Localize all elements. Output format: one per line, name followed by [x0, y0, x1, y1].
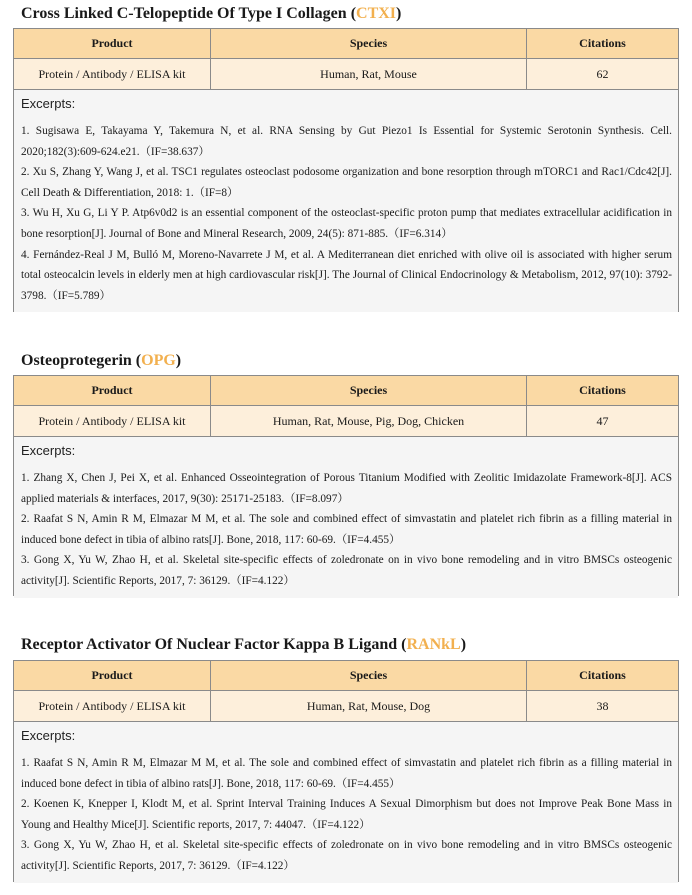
excerpts-label: Excerpts:: [21, 728, 76, 743]
excerpts-label: Excerpts:: [21, 443, 76, 458]
header-species: Species: [211, 29, 527, 58]
header-product: Product: [14, 661, 211, 690]
reference-item: 1. Zhang X, Chen J, Pei X, et al. Enhanced Osseointegration of Porous Titanium Modified with Zeolitic Imidazolate Framework-8[J]. ACS applied materials & interfaces, 2017, 9(30): 25171-25183.（IF=8.097）: [21, 472, 672, 505]
excerpts-panel: [14, 722, 678, 883]
excerpts-panel: [14, 437, 678, 598]
species-value: Human, Rat, Mouse, Pig, Dog, Chicken: [211, 406, 527, 436]
excerpts-panel: [14, 90, 678, 312]
table-header-row: [14, 661, 678, 691]
section-title-text: Osteoprotegerin: [21, 352, 132, 369]
header-species: Species: [211, 376, 527, 405]
section-abbr: CTXI: [356, 5, 397, 22]
reference-item: 2. Raafat S N, Amin R M, Elmazar M M, et al. The sole and combined effect of simvastatin and platelet rich fibrin as a filling material in induced bone defect in tibia of albino rats[J]. Bone, 2018, 117: 60-69.（IF=4.455）: [21, 513, 672, 546]
reference-item: 3. Wu H, Xu G, Li Y P. Atp6v0d2 is an essential component of the osteoclast‐specific proton pump that mediates extracellular acidification in bone resorption[J]. Journal of Bone and Mineral Research, 2009, 24(5): 871-885.（IF=6.314）: [21, 207, 672, 240]
section-title-text: Cross Linked C-Telopeptide Of Type I Collagen: [21, 5, 347, 22]
section-title: Receptor Activator Of Nuclear Factor Kappa B Ligand (RANkL): [21, 636, 467, 653]
section-title: Osteoprotegerin (OPG): [21, 352, 182, 369]
product-value: Protein / Antibody / ELISA kit: [14, 59, 211, 89]
section-abbr: RANkL: [406, 636, 461, 653]
header-product: Product: [14, 29, 211, 58]
table-row: [14, 691, 678, 722]
header-citations: Citations: [579, 383, 626, 397]
product-value: Protein / Antibody / ELISA kit: [14, 691, 211, 721]
citations-value: 38: [596, 698, 609, 713]
reference-item: 3. Gong X, Yu W, Zhao H, et al. Skeletal site-specific effects of zoledronate on in vivo bone remodeling and in vitro BMSCs osteogenic activity[J]. Scientific Reports, 2017, 7: 36129.（IF=4.122）: [21, 554, 672, 587]
species-value: Human, Rat, Mouse: [211, 59, 527, 89]
reference-item: 1. Raafat S N, Amin R M, Elmazar M M, et al. The sole and combined effect of simvastatin and platelet rich fibrin as a filling material in induced bone defect in tibia of albino rats[J]. Bone, 2018, 117: 60-69.（IF=4.455）: [21, 757, 672, 790]
reference-item: 4. Fernández-Real J M, Bulló M, Moreno-Navarrete J M, et al. A Mediterranean diet enriched with olive oil is associated with higher serum total osteocalcin levels in elderly men at high cardiovascular risk[J]. The Journal of Clinical Endocrinology & Metabolism, 2012, 97(10): 3792-3798.（IF=5.789）: [21, 248, 672, 302]
header-citations: Citations: [579, 36, 626, 50]
table-header-row: [14, 29, 678, 59]
product-table: [13, 28, 679, 312]
table-header-row: [14, 376, 678, 406]
product-value: Protein / Antibody / ELISA kit: [14, 406, 211, 436]
species-value: Human, Rat, Mouse, Dog: [211, 691, 527, 721]
product-table: [13, 375, 679, 596]
header-species: Species: [211, 661, 527, 690]
header-citations: Citations: [579, 668, 626, 682]
section-abbr: OPG: [141, 352, 176, 369]
section-title-text: Receptor Activator Of Nuclear Factor Kappa B Ligand: [21, 636, 398, 653]
reference-item: 2. Koenen K, Knepper I, Klodt M, et al. Sprint Interval Training Induces A Sexual Dimorphism but does not Improve Peak Bone Mass in Young and Healthy Mice[J]. Scientific reports, 2017, 7: 44047.（IF=4.122）: [21, 798, 672, 831]
citations-value: 47: [596, 413, 609, 428]
reference-item: 2. Xu S, Zhang Y, Wang J, et al. TSC1 regulates osteoclast podosome organization and bone resorption through mTORC1 and Rac1/Cdc42[J]. Cell Death & Differentiation, 2018: 1.（IF=8）: [21, 166, 672, 199]
excerpts-label: Excerpts:: [21, 96, 76, 111]
citations-value: 62: [596, 66, 609, 81]
product-table: [13, 660, 679, 882]
table-row: [14, 59, 678, 90]
reference-item: 1. Sugisawa E, Takayama Y, Takemura N, et al. RNA Sensing by Gut Piezo1 Is Essential for Systemic Serotonin Synthesis. Cell. 2020;182(3):609-624.e21.（IF=38.637）: [21, 125, 672, 158]
table-row: [14, 406, 678, 437]
section-title: Cross Linked C-Telopeptide Of Type I Collagen (CTXI): [21, 5, 402, 22]
reference-item: 3. Gong X, Yu W, Zhao H, et al. Skeletal site-specific effects of zoledronate on in vivo bone remodeling and in vitro BMSCs osteogenic activity[J]. Scientific Reports, 2017, 7: 36129.（IF=4.122）: [21, 839, 672, 872]
header-product: Product: [14, 376, 211, 405]
